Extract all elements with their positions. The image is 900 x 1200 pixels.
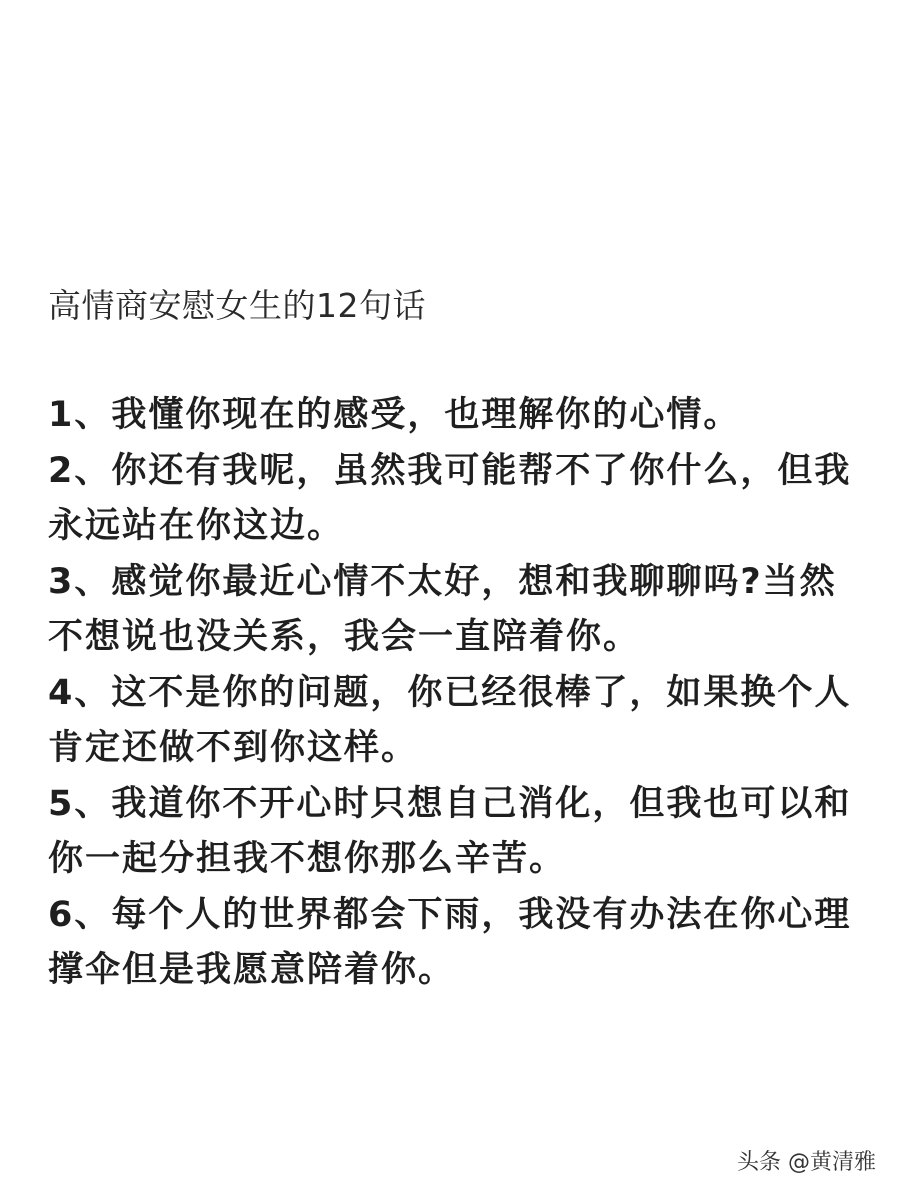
- list-item: [48, 555, 868, 666]
- list-item-line: 你一起分担我不想你那么辛苦。: [48, 839, 567, 879]
- list-item-line: 1、我懂你现在的感受，也理解你的心情。: [48, 395, 741, 435]
- comfort-phrases-list: [48, 388, 868, 999]
- list-item: [48, 388, 868, 444]
- source-watermark: 头条 @黄清雅: [737, 1150, 876, 1175]
- list-item-line: 6、每个人的世界都会下雨，我没有办法在你心理: [48, 894, 852, 935]
- list-item-line: 4、这不是你的问题，你已经很棒了，如果换个人: [48, 672, 852, 713]
- list-item-line: 永远站在你这边。: [48, 506, 345, 546]
- list-item-line: 撑伞但是我愿意陪着你。: [48, 950, 456, 990]
- list-item-line: 5、我道你不开心时只想自己消化，但我也可以和: [48, 783, 852, 824]
- list-item: [48, 666, 868, 777]
- document-title: 高情商安慰女生的12句话: [48, 286, 426, 325]
- list-item-line: 2、你还有我呢，虽然我可能帮不了你什么，但我: [48, 450, 852, 491]
- list-item-line: 不想说也没关系，我会一直陪着你。: [48, 617, 641, 657]
- list-item-line: 肯定还做不到你这样。: [48, 728, 419, 768]
- list-item: [48, 888, 868, 999]
- list-item: [48, 777, 868, 888]
- list-item-line: 3、感觉你最近心情不太好，想和我聊聊吗?当然: [48, 561, 837, 602]
- list-item: [48, 444, 868, 555]
